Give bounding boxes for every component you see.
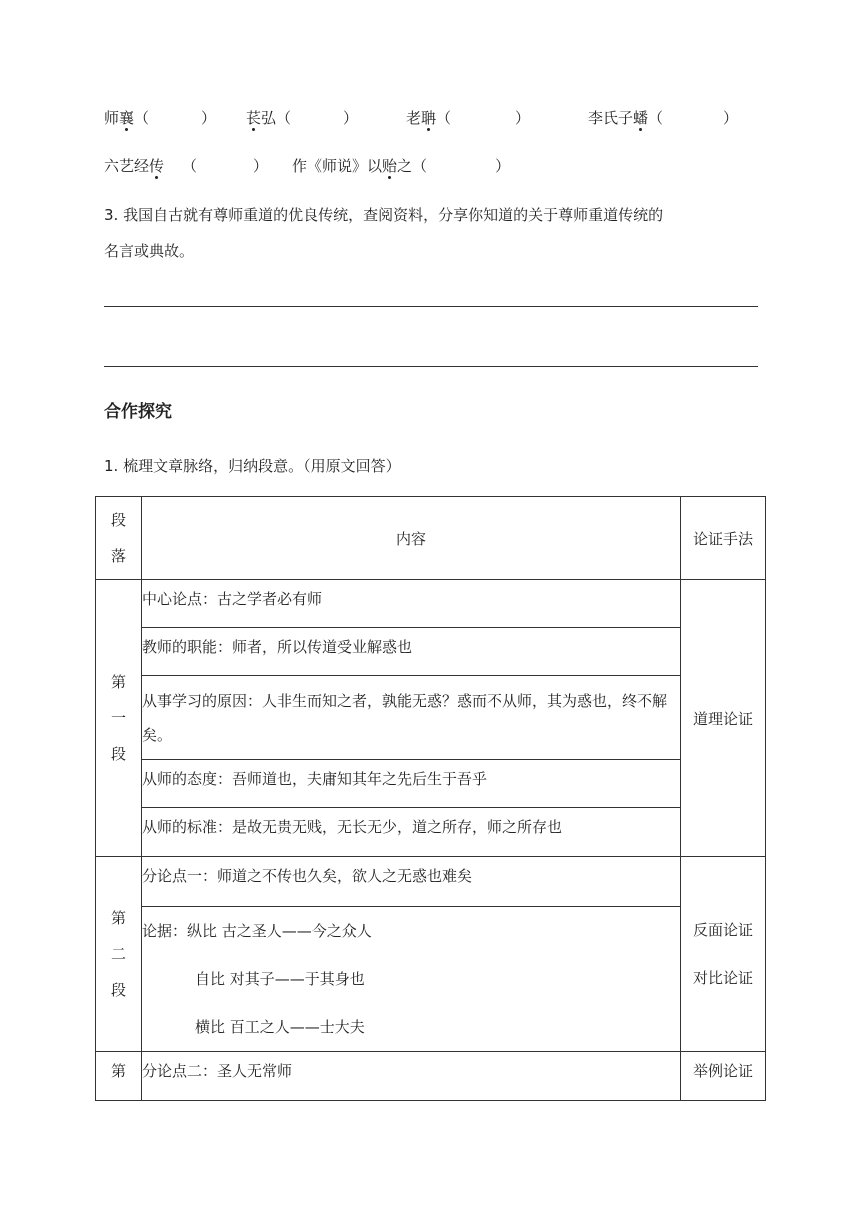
table-row xyxy=(96,676,766,760)
para1-row-5: 从师的标准：是故无贵无贱，无长无少，道之所存，师之所存也 xyxy=(142,808,681,857)
table-row xyxy=(96,907,766,1052)
question-1: 1. 梳理文章脉络，归纳段意。（用原文回答） xyxy=(104,457,401,475)
table-row xyxy=(96,580,766,628)
answer-line-2[interactable] xyxy=(104,366,758,367)
para3-method: 举例论证 xyxy=(681,1052,766,1101)
table-row xyxy=(96,1052,766,1101)
table-header-row xyxy=(96,497,766,580)
answer-line-1[interactable] xyxy=(104,306,758,307)
header-content: 内容 xyxy=(142,497,681,580)
para2-row-1: 分论点一：师道之不传也久矣，欲人之无惑也难矣 xyxy=(142,857,681,907)
header-paragraph: 段 落 xyxy=(96,497,142,580)
question-3-line-2: 名言或典故。 xyxy=(104,242,195,260)
table-row xyxy=(96,808,766,857)
para1-row-4: 从师的态度：吾师道也，夫庸知其年之先后生于吾乎 xyxy=(142,760,681,808)
para1-method: 道理论证 xyxy=(681,580,766,857)
para2-evidence: 论据：纵比 古之圣人——今之众人 自比 对其子——于其身也 横比 百工之人——士大夫 xyxy=(142,907,681,1052)
pinyin-item-4: 李氏子蟠（ ） xyxy=(588,109,739,127)
section-title: 合作探究 xyxy=(104,402,172,422)
para1-row-2: 教师的职能：师者，所以传道受业解惑也 xyxy=(142,628,681,676)
para1-row-3: 从事学习的原因：人非生而知之者，孰能无惑？惑而不从师，其为惑也，终不解矣。 xyxy=(142,676,681,760)
pinyin-item-3: 老聃（ ） xyxy=(406,109,531,127)
header-method: 论证手法 xyxy=(681,497,766,580)
para3-label: 第 xyxy=(96,1052,142,1101)
pinyin-item-6: 作《师说》以贻之（ ） xyxy=(292,157,511,175)
para1-row-1: 中心论点：古之学者必有师 xyxy=(142,580,681,628)
para2-label: 第 二 段 xyxy=(96,857,142,1052)
para1-label: 第 一 段 xyxy=(96,580,142,857)
para2-methods: 反面论证 对比论证 xyxy=(681,857,766,1052)
para3-row-1: 分论点二：圣人无常师 xyxy=(142,1052,681,1101)
table-row xyxy=(96,628,766,676)
pinyin-item-5: 六艺经传 （ ） xyxy=(104,157,269,175)
table-row xyxy=(96,760,766,808)
question-3-line-1: 3. 我国自古就有尊师重道的优良传统，查阅资料，分享你知道的关于尊师重道传统的 xyxy=(104,206,664,224)
pinyin-item-1: 师襄（ ） xyxy=(104,109,217,127)
table-row xyxy=(96,857,766,907)
pinyin-item-2: 苌弘（ ） xyxy=(246,109,359,127)
analysis-table xyxy=(95,496,766,1101)
